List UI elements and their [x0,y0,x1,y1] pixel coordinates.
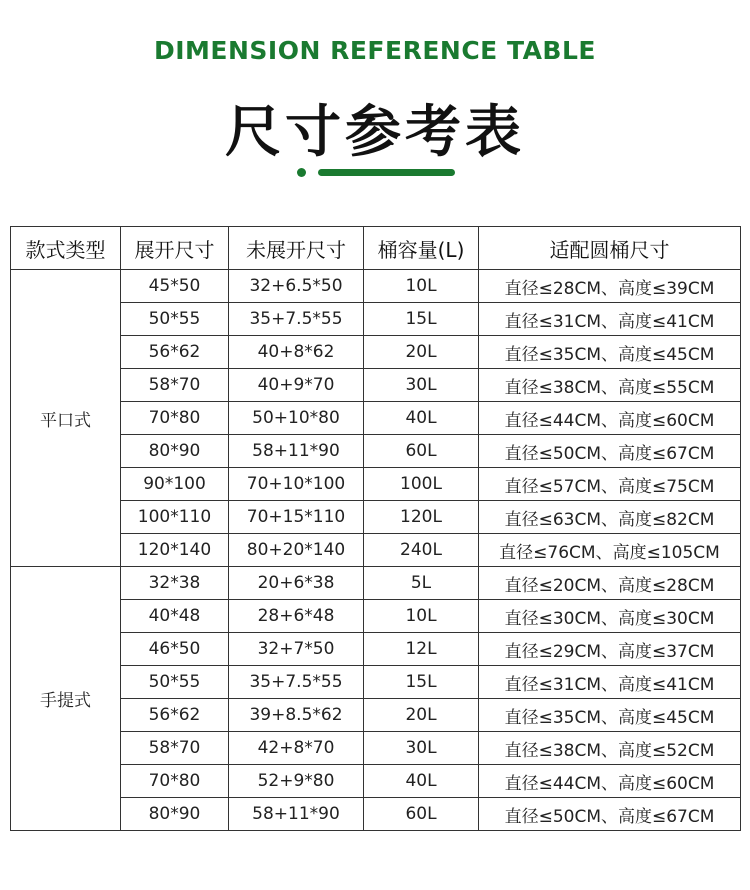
unfolded-size-cell: 58*70 [121,732,229,765]
fit-bin-size-cell: 直径≤29CM、高度≤37CM [479,633,741,666]
table-row [11,336,741,369]
capacity-cell: 40L [364,765,479,798]
fit-bin-size-cell: 直径≤38CM、高度≤52CM [479,732,741,765]
fit-bin-size-cell: 直径≤50CM、高度≤67CM [479,798,741,831]
capacity-cell: 10L [364,270,479,303]
fit-bin-size-cell: 直径≤28CM、高度≤39CM [479,270,741,303]
unfolded-size-cell: 56*62 [121,699,229,732]
table-header-row [11,227,741,270]
folded-size-cell: 35+7.5*55 [229,303,364,336]
folded-size-cell: 32+6.5*50 [229,270,364,303]
unfolded-size-cell: 45*50 [121,270,229,303]
header-fit-bin-size: 适配圆桶尺寸 [479,227,741,270]
unfolded-size-cell: 50*55 [121,666,229,699]
fit-bin-size-cell: 直径≤50CM、高度≤67CM [479,435,741,468]
fit-bin-size-cell: 直径≤76CM、高度≤105CM [479,534,741,567]
unfolded-size-cell: 90*100 [121,468,229,501]
table-row [11,600,741,633]
table-row [11,369,741,402]
fit-bin-size-cell: 直径≤35CM、高度≤45CM [479,699,741,732]
folded-size-cell: 28+6*48 [229,600,364,633]
capacity-cell: 12L [364,633,479,666]
fit-bin-size-cell: 直径≤44CM、高度≤60CM [479,402,741,435]
fit-bin-size-cell: 直径≤57CM、高度≤75CM [479,468,741,501]
table-row [11,501,741,534]
capacity-cell: 240L [364,534,479,567]
folded-size-cell: 58+11*90 [229,798,364,831]
english-title: DIMENSION REFERENCE TABLE [153,36,596,65]
header-capacity: 桶容量(L) [364,227,479,270]
folded-size-cell: 39+8.5*62 [229,699,364,732]
decorative-dot [297,168,306,177]
table-row [11,270,741,303]
unfolded-size-cell: 120*140 [121,534,229,567]
table-body [11,270,741,831]
unfolded-size-cell: 58*70 [121,369,229,402]
unfolded-size-cell: 56*62 [121,336,229,369]
fit-bin-size-cell: 直径≤44CM、高度≤60CM [479,765,741,798]
capacity-cell: 60L [364,435,479,468]
dimension-table [10,226,741,831]
fit-bin-size-cell: 直径≤20CM、高度≤28CM [479,567,741,600]
table-row [11,402,741,435]
table-row [11,732,741,765]
fit-bin-size-cell: 直径≤38CM、高度≤55CM [479,369,741,402]
folded-size-cell: 20+6*38 [229,567,364,600]
folded-size-cell: 70+10*100 [229,468,364,501]
folded-size-cell: 40+9*70 [229,369,364,402]
capacity-cell: 10L [364,600,479,633]
folded-size-cell: 40+8*62 [229,336,364,369]
capacity-cell: 5L [364,567,479,600]
unfolded-size-cell: 80*90 [121,435,229,468]
unfolded-size-cell: 70*80 [121,765,229,798]
chinese-title: 尺寸参考表 [225,100,525,165]
capacity-cell: 30L [364,732,479,765]
fit-bin-size-cell: 直径≤35CM、高度≤45CM [479,336,741,369]
capacity-cell: 15L [364,666,479,699]
table-row [11,303,741,336]
decorative-bar [318,169,455,176]
fit-bin-size-cell: 直径≤30CM、高度≤30CM [479,600,741,633]
fit-bin-size-cell: 直径≤31CM、高度≤41CM [479,303,741,336]
table-row [11,666,741,699]
capacity-cell: 30L [364,369,479,402]
unfolded-size-cell: 100*110 [121,501,229,534]
header-unfolded-size: 展开尺寸 [121,227,229,270]
unfolded-size-cell: 40*48 [121,600,229,633]
capacity-cell: 100L [364,468,479,501]
capacity-cell: 40L [364,402,479,435]
folded-size-cell: 52+9*80 [229,765,364,798]
folded-size-cell: 58+11*90 [229,435,364,468]
header-folded-size: 未展开尺寸 [229,227,364,270]
header-type: 款式类型 [11,227,121,270]
folded-size-cell: 42+8*70 [229,732,364,765]
folded-size-cell: 35+7.5*55 [229,666,364,699]
table-row [11,435,741,468]
capacity-cell: 20L [364,699,479,732]
capacity-cell: 60L [364,798,479,831]
unfolded-size-cell: 50*55 [121,303,229,336]
folded-size-cell: 32+7*50 [229,633,364,666]
table-row [11,468,741,501]
folded-size-cell: 50+10*80 [229,402,364,435]
table-row [11,765,741,798]
fit-bin-size-cell: 直径≤31CM、高度≤41CM [479,666,741,699]
group-type-cell: 平口式 [11,270,121,567]
capacity-cell: 120L [364,501,479,534]
table-row [11,798,741,831]
capacity-cell: 15L [364,303,479,336]
fit-bin-size-cell: 直径≤63CM、高度≤82CM [479,501,741,534]
unfolded-size-cell: 70*80 [121,402,229,435]
group-type-cell: 手提式 [11,567,121,831]
table-row [11,534,741,567]
folded-size-cell: 70+15*110 [229,501,364,534]
unfolded-size-cell: 80*90 [121,798,229,831]
table-row [11,567,741,600]
table-row [11,633,741,666]
unfolded-size-cell: 46*50 [121,633,229,666]
table-row [11,699,741,732]
folded-size-cell: 80+20*140 [229,534,364,567]
capacity-cell: 20L [364,336,479,369]
unfolded-size-cell: 32*38 [121,567,229,600]
